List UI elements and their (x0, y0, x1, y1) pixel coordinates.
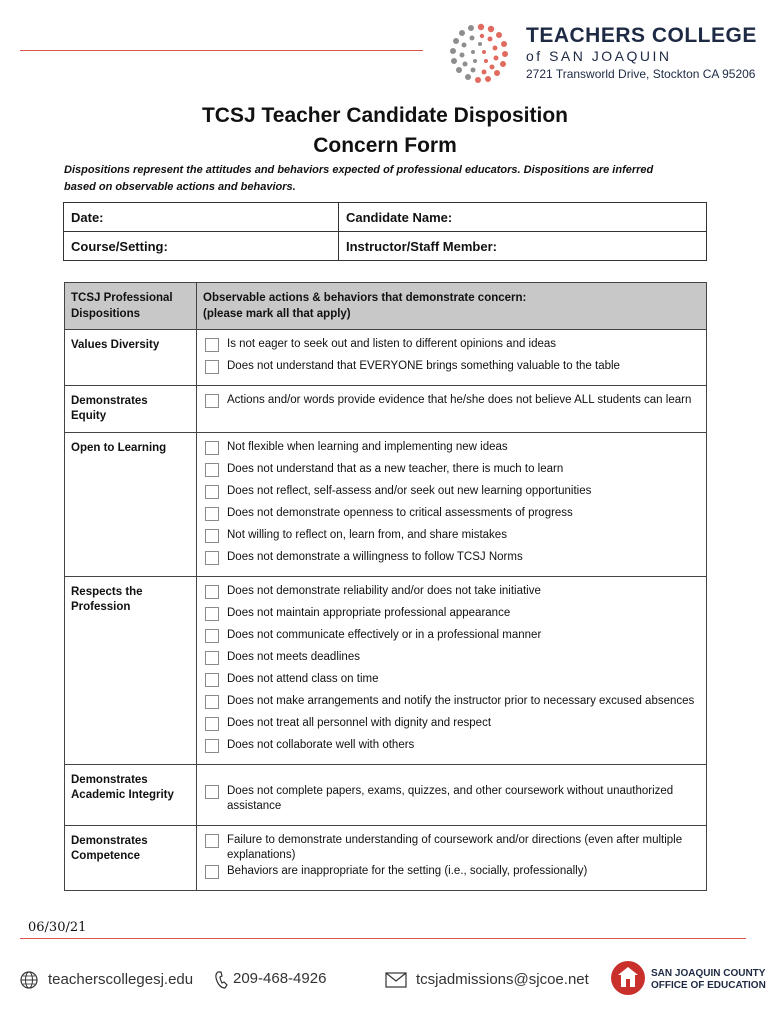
concern-item (205, 462, 700, 477)
concern-text: Does not maintain appropriate professional appearance (227, 607, 511, 619)
disposition-name-line1: Demonstrates (71, 774, 148, 786)
concern-text: Failure to demonstrate understanding of coursework and/or directions (even after multiple explanations) (227, 834, 683, 861)
concern-item (205, 359, 700, 374)
concern-text: Does not understand that as a new teacher, there is much to learn (227, 463, 564, 475)
disposition-name-line2: Competence (71, 850, 141, 862)
concern-item (205, 506, 700, 521)
disposition-name-line2: Profession (71, 601, 131, 613)
disposition-name-line1: Demonstrates (71, 395, 148, 407)
checkbox[interactable] (205, 441, 219, 455)
disposition-items (197, 765, 707, 826)
checkbox[interactable] (205, 717, 219, 731)
course-setting-field[interactable] (64, 232, 339, 261)
checkbox[interactable] (205, 785, 219, 799)
disposition-items (197, 330, 707, 386)
header-observable-actions (197, 283, 707, 330)
college-address: 2721 Transworld Drive, Stockton CA 95206 (526, 67, 756, 81)
concern-item (205, 864, 700, 879)
checkbox[interactable] (205, 394, 219, 408)
disposition-name (65, 577, 197, 765)
checkbox[interactable] (205, 485, 219, 499)
disposition-name (65, 433, 197, 577)
checkbox[interactable] (205, 551, 219, 565)
disposition-items (197, 386, 707, 433)
checkbox[interactable] (205, 739, 219, 753)
checkbox[interactable] (205, 529, 219, 543)
concern-text: Not flexible when learning and implementing new ideas (227, 441, 508, 453)
candidate-name-field[interactable] (339, 203, 707, 232)
date-field[interactable] (64, 203, 339, 232)
disposition-row-respects-profession (65, 577, 707, 765)
college-logo-dots-icon (448, 22, 514, 86)
disposition-row-equity (65, 386, 707, 433)
disposition-items (197, 577, 707, 765)
phone-icon (214, 970, 230, 990)
concern-item (205, 716, 700, 731)
concern-item (205, 484, 700, 499)
concern-text: Does not demonstrate openness to critical assessments of progress (227, 507, 573, 519)
concern-item (205, 337, 700, 352)
course-setting-label: Course/Setting: (71, 238, 168, 254)
header-rule (20, 50, 423, 51)
disposition-name (65, 330, 197, 386)
checkbox[interactable] (205, 629, 219, 643)
disposition-name (65, 765, 197, 826)
concern-text: Does not treat all personnel with dignity and respect (227, 717, 492, 729)
disposition-items (197, 826, 707, 891)
disposition-row-values-diversity (65, 330, 707, 386)
concern-item (205, 550, 700, 565)
concern-item (205, 584, 700, 599)
checkbox[interactable] (205, 507, 219, 521)
disposition-row-competence (65, 826, 707, 891)
concern-text: Does not make arrangements and notify the instructor prior to necessary excused absences (227, 695, 695, 707)
globe-icon (20, 971, 38, 989)
concern-text: Does not demonstrate reliability and/or does not take initiative (227, 585, 541, 597)
checkbox[interactable] (205, 695, 219, 709)
intro-line1: Dispositions represent the attitudes and behaviors expected of professional educators. Dispositions are inferred (64, 164, 654, 176)
form-title-line2: Concern Form (313, 134, 457, 157)
checkbox[interactable] (205, 865, 219, 879)
revision-date: 06/30/21 (28, 920, 87, 935)
checkbox[interactable] (205, 585, 219, 599)
form-title-line1: TCSJ Teacher Candidate Disposition (201, 104, 568, 127)
disposition-row-academic-integrity (65, 765, 707, 826)
college-name: TEACHERS COLLEGE (526, 24, 757, 47)
disposition-name-line1: Open to Learning (71, 442, 167, 454)
header-col1-line1: TCSJ Professional (71, 292, 173, 304)
phone-number[interactable]: 209-468-4926 (233, 970, 327, 987)
checkbox[interactable] (205, 673, 219, 687)
disposition-name-line1: Values Diversity (71, 339, 160, 351)
candidate-name-label: Candidate Name: (346, 209, 453, 225)
schoolhouse-logo-icon (610, 960, 646, 996)
header-col2-line2: (please mark all that apply) (203, 308, 351, 320)
checkbox[interactable] (205, 834, 219, 848)
disposition-name-line1: Demonstrates (71, 835, 148, 847)
checkbox[interactable] (205, 360, 219, 374)
candidate-info-table (63, 202, 707, 261)
concern-item (205, 650, 700, 665)
concern-item (205, 528, 700, 543)
concern-item (205, 606, 700, 621)
concern-item (205, 784, 700, 814)
concern-text: Does not reflect, self-assess and/or seek out new learning opportunities (227, 485, 592, 497)
concern-item (205, 833, 700, 863)
concern-text: Does not complete papers, exams, quizzes, and other coursework without unauthorized assistance (227, 785, 674, 812)
disposition-name-line2: Academic Integrity (71, 789, 174, 801)
header-dispositions (65, 283, 197, 330)
concern-item (205, 628, 700, 643)
concern-text: Is not eager to seek out and listen to different opinions and ideas (227, 338, 557, 350)
disposition-name-line1: Respects the (71, 586, 143, 598)
checkbox[interactable] (205, 338, 219, 352)
concern-text: Does not attend class on time (227, 673, 379, 685)
concern-text: Does not meets deadlines (227, 651, 360, 663)
table-header-row (65, 283, 707, 330)
checkbox[interactable] (205, 463, 219, 477)
date-label: Date: (71, 209, 104, 225)
soe-name-line1: SAN JOAQUIN COUNTY (651, 968, 766, 979)
concern-text: Does not communicate effectively or in a professional manner (227, 629, 542, 641)
envelope-icon (385, 972, 407, 988)
header-col1-line2: Dispositions (71, 308, 141, 320)
concern-text: Not willing to reflect on, learn from, and share mistakes (227, 529, 507, 541)
concern-text: Actions and/or words provide evidence that he/she does not believe ALL students can learn (227, 394, 692, 406)
concern-item (205, 694, 700, 709)
concern-text: Does not collaborate well with others (227, 739, 415, 751)
instructor-label: Instructor/Staff Member: (346, 238, 497, 254)
concern-item (205, 440, 700, 455)
checkbox[interactable] (205, 651, 219, 665)
concern-item (205, 393, 700, 408)
college-subtitle: of SAN JOAQUIN (526, 48, 672, 64)
header-col2-line1: Observable actions & behaviors that demonstrate concern: (203, 292, 527, 304)
disposition-name (65, 386, 197, 433)
disposition-name (65, 826, 197, 891)
disposition-items (197, 433, 707, 577)
concern-text: Behaviors are inappropriate for the setting (i.e., socially, professionally) (227, 865, 588, 877)
concern-item (205, 738, 700, 753)
email-link[interactable]: tcsjadmissions@sjcoe.net (416, 971, 589, 988)
disposition-name-line2: Equity (71, 410, 107, 422)
checkbox[interactable] (205, 607, 219, 621)
website-link[interactable]: teacherscollegesj.edu (48, 971, 194, 988)
concern-item (205, 672, 700, 687)
intro-line2: based on observable actions and behaviors. (64, 181, 296, 193)
instructor-field[interactable] (339, 232, 707, 261)
concern-text: Does not demonstrate a willingness to follow TCSJ Norms (227, 551, 523, 563)
dispositions-table (64, 282, 707, 891)
soe-name-line2: OFFICE OF EDUCATION (651, 980, 766, 991)
concern-text: Does not understand that EVERYONE brings something valuable to the table (227, 360, 620, 372)
footer-rule (20, 938, 746, 939)
disposition-row-open-to-learning (65, 433, 707, 577)
